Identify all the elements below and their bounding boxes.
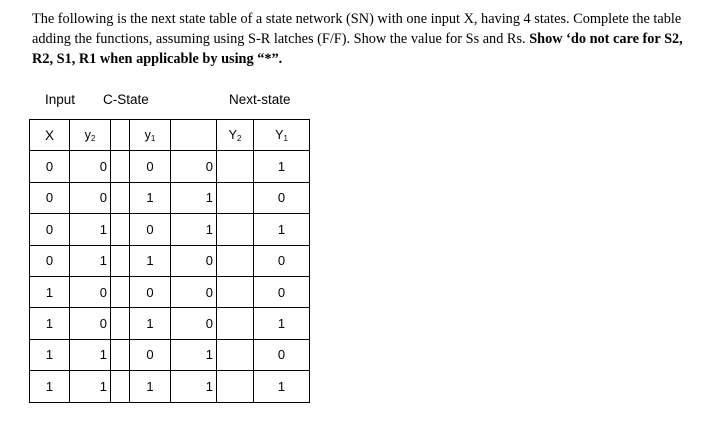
cell-y1: 0 bbox=[130, 151, 171, 182]
cell-y1: 0 bbox=[130, 276, 171, 307]
table-row bbox=[30, 245, 310, 276]
cell-y2: 0 bbox=[70, 276, 111, 307]
cell-Y2: 0 bbox=[171, 276, 217, 307]
col-header-Y2 bbox=[217, 120, 254, 151]
cell-Y1: 0 bbox=[254, 245, 310, 276]
cell-Y2: 1 bbox=[171, 339, 217, 370]
cell-y1: 1 bbox=[130, 308, 171, 339]
col-header-y1 bbox=[130, 120, 171, 151]
cell-blank bbox=[111, 245, 130, 276]
cell-blank bbox=[217, 245, 254, 276]
cell-Y1: 1 bbox=[254, 371, 310, 402]
cell-Y1: 0 bbox=[254, 276, 310, 307]
col-header-y2 bbox=[70, 120, 111, 151]
cell-x: 0 bbox=[30, 151, 70, 182]
cell-y1: 1 bbox=[130, 245, 171, 276]
col-header-Y2-sub: 2 bbox=[236, 133, 242, 143]
question-bold: Show ‘do not care for S2, R2, S1, R1 when applicable by using “*”. bbox=[32, 31, 683, 67]
cell-y1: 1 bbox=[130, 182, 171, 213]
header-input: Input bbox=[45, 92, 76, 107]
cell-y1: 0 bbox=[130, 339, 171, 370]
table-row bbox=[30, 276, 310, 307]
table-row bbox=[30, 214, 310, 245]
table-row bbox=[30, 308, 310, 339]
cell-Y2: 1 bbox=[171, 214, 217, 245]
col-header-y1-base: y bbox=[144, 127, 151, 142]
cell-Y2: 1 bbox=[171, 371, 217, 402]
table-header-row bbox=[30, 120, 310, 151]
cell-blank bbox=[111, 276, 130, 307]
header-next-state: Next-state bbox=[229, 92, 291, 107]
col-header-Y1-sub: 1 bbox=[283, 133, 288, 143]
col-header-y1-sub: 1 bbox=[150, 133, 156, 143]
cell-Y1: 1 bbox=[254, 308, 310, 339]
cell-Y2: 0 bbox=[171, 151, 217, 182]
col-header-Y1 bbox=[254, 120, 310, 151]
cell-y2: 0 bbox=[70, 151, 111, 182]
cell-blank bbox=[217, 308, 254, 339]
cell-blank bbox=[111, 214, 130, 245]
table-row bbox=[30, 151, 310, 182]
cell-y2: 0 bbox=[70, 308, 111, 339]
cell-Y1: 0 bbox=[254, 182, 310, 213]
question-plain: The following is the next state table of a state network (SN) with one input X, having 4 states. Complete the table adding the functions, assuming using S-R latches (F/F). Show the value for Ss and Rs. bbox=[32, 11, 682, 47]
cell-Y1: 1 bbox=[254, 214, 310, 245]
cell-x: 0 bbox=[30, 245, 70, 276]
cell-blank bbox=[217, 214, 254, 245]
table-row bbox=[30, 371, 310, 402]
cell-blank bbox=[111, 339, 130, 370]
question-text bbox=[32, 9, 692, 69]
cell-blank bbox=[217, 339, 254, 370]
cell-y2: 1 bbox=[70, 214, 111, 245]
cell-x: 0 bbox=[30, 214, 70, 245]
cell-y1: 1 bbox=[130, 371, 171, 402]
cell-x: 0 bbox=[30, 182, 70, 213]
cell-blank bbox=[217, 151, 254, 182]
cell-blank bbox=[111, 151, 130, 182]
cell-y2: 0 bbox=[70, 182, 111, 213]
col-header-y2-base: y bbox=[84, 127, 91, 142]
cell-x: 1 bbox=[30, 308, 70, 339]
cell-blank bbox=[217, 371, 254, 402]
table-row bbox=[30, 182, 310, 213]
col-header-blank bbox=[171, 120, 217, 151]
cell-blank bbox=[111, 182, 130, 213]
cell-Y1: 1 bbox=[254, 151, 310, 182]
table-row bbox=[30, 339, 310, 370]
cell-Y2: 0 bbox=[171, 245, 217, 276]
cell-blank bbox=[111, 308, 130, 339]
cell-y2: 1 bbox=[70, 371, 111, 402]
cell-blank bbox=[217, 276, 254, 307]
cell-x: 1 bbox=[30, 339, 70, 370]
col-header-Y1-base: Y bbox=[275, 127, 284, 142]
next-state-table bbox=[29, 119, 310, 403]
col-header-x: X bbox=[30, 120, 70, 151]
col-header-Y2-base: Y bbox=[228, 127, 237, 142]
col-header-y2-sub: 2 bbox=[90, 133, 96, 143]
cell-Y2: 0 bbox=[171, 308, 217, 339]
cell-x: 1 bbox=[30, 371, 70, 402]
cell-blank bbox=[217, 182, 254, 213]
cell-y2: 1 bbox=[70, 245, 111, 276]
cell-Y2: 1 bbox=[171, 182, 217, 213]
col-header-blank bbox=[111, 120, 130, 151]
cell-blank bbox=[111, 371, 130, 402]
cell-y1: 0 bbox=[130, 214, 171, 245]
header-current-state: C-State bbox=[103, 92, 149, 107]
cell-Y1: 0 bbox=[254, 339, 310, 370]
cell-x: 1 bbox=[30, 276, 70, 307]
cell-y2: 1 bbox=[70, 339, 111, 370]
